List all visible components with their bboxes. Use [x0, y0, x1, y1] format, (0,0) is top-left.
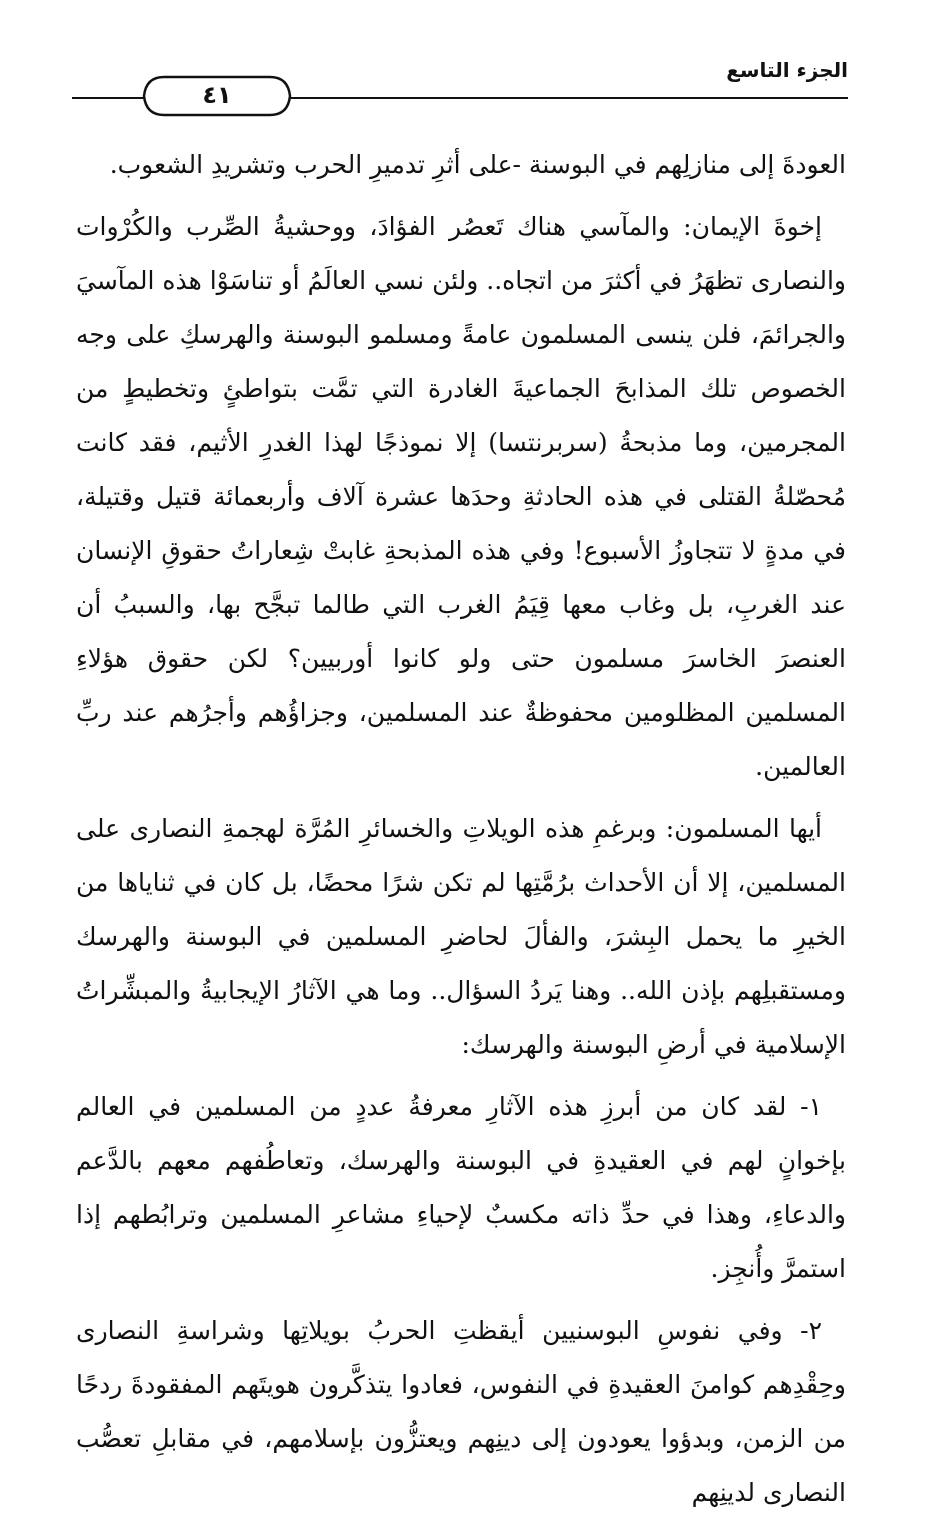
page-header: [72, 52, 848, 112]
paragraph-5: ٢- وفي نفوسِ البوسنيين أيقظتِ الحربُ بويلاتِها وشراسةِ النصارى وحِقْدِهم كوامنَ العقيدةِ في النفوس، فعادوا يتذكَّرون هويتَهم المفقودةَ ردحًا من الزمن، وبدؤوا يعودون إلى دينِهم ويعتزُّون بإسلامهم، في مقابلِ تعصُّب النصارى لدينِهم: [76, 1316, 846, 1507]
paragraph-2: إخوةَ الإيمان: والمآسي هناك تَعصُر الفؤادَ، ووحشيةُ الصِّرب والكُرْوات والنصارى تظهَرُ في أكثرَ من اتجاه.. ولئن نسي العالَمُ أو تناسَوْا هذه المآسيَ والجرائمَ، فلن ينسى المسلمون عامةً ومسلمو البوسنة والهرسكِ على وجه الخصوص تلك المذابحَ الجماعيةَ الغادرة التي تمَّت بتواطئٍ وتخطيطٍ من المجرمين، وما مذبحةُ (سربرنتسا) إلا نموذجًا لهذا الغدرِ الأثيم، فقد كانت مُحصّلةُ القتلى في هذه الحادثةِ وحدَها عشرة آلاف وأربعمائة قتيل وقتيلة، في مدةٍ لا تتجاوزُ الأسبوع! وفي هذه المذبحةِ غابتْ شِعاراتُ حقوقِ الإنسان عند الغربِ، بل وغاب معها قِيَمُ الغرب التي طالما تبجَّح بها، والسببُ أن العنصرَ الخاسرَ مسلمون حتى ولو كانوا أوربيين؟ لكن حقوق هؤلاءِ المسلمين المظلومين محفوظةٌ عند المسلمين، وجزاؤُهم وأجرُهم عند ربِّ العالمين.: [76, 212, 846, 781]
page-number-badge: [142, 74, 292, 118]
body-text: [76, 138, 846, 1528]
running-title: الجزء التاسع: [726, 58, 848, 82]
paragraph-1: العودةَ إلى منازلِهم في البوسنة -على أثرِ تدميرِ الحرب وتشريدِ الشعوب.: [109, 150, 846, 179]
paragraph-4: ١- لقد كان من أبرزِ هذه الآثارِ معرفةُ عددٍ من المسلمين في العالم بإخوانٍ لهم في العقيدةِ في البوسنة والهرسك، وتعاطُفهم معهم بالدَّعم والدعاءِ، وهذا في حدِّ ذاته مكسبٌ لإحياءِ مشاعرِ المسلمين وترابُطهم إذا استمرَّ وأُنجِز.: [76, 1092, 846, 1283]
paragraph-3: أيها المسلمون: وبرغمِ هذه الويلاتِ والخسائرِ المُرَّة لهجمةِ النصارى على المسلمين، إلا أن الأحداث برُمَّتِها لم تكن شرًا محضًا، بل كان في ثناياها من الخيرِ ما يحمل البِشرَ، والفألَ لحاضرِ المسلمين في البوسنة والهرسك ومستقبلِهم بإذن الله.. وهنا يَردُ السؤال.. وما هي الآثارُ الإيجابيةُ والمبشِّراتُ الإسلامية في أرضِ البوسنة والهرسك:: [76, 814, 846, 1059]
page-number: ٤١: [202, 81, 232, 109]
